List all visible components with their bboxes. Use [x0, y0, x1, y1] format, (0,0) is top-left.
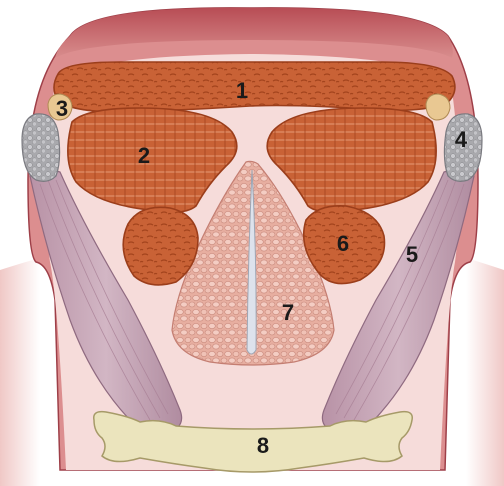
- structure-1-muscle: [54, 62, 455, 112]
- left-flank: [0, 258, 40, 486]
- label-2: 2: [137, 143, 151, 168]
- label-1: 1: [235, 78, 249, 103]
- label-4: 4: [454, 127, 468, 152]
- label-3: 3: [55, 96, 69, 121]
- structure-3-nerve-right: [426, 94, 450, 120]
- label-5: 5: [405, 242, 419, 267]
- label-7: 7: [281, 300, 295, 325]
- structure-4-gland-left: [22, 114, 60, 182]
- label-6: 6: [336, 231, 350, 256]
- label-8: 8: [256, 433, 270, 458]
- right-flank: [466, 258, 504, 486]
